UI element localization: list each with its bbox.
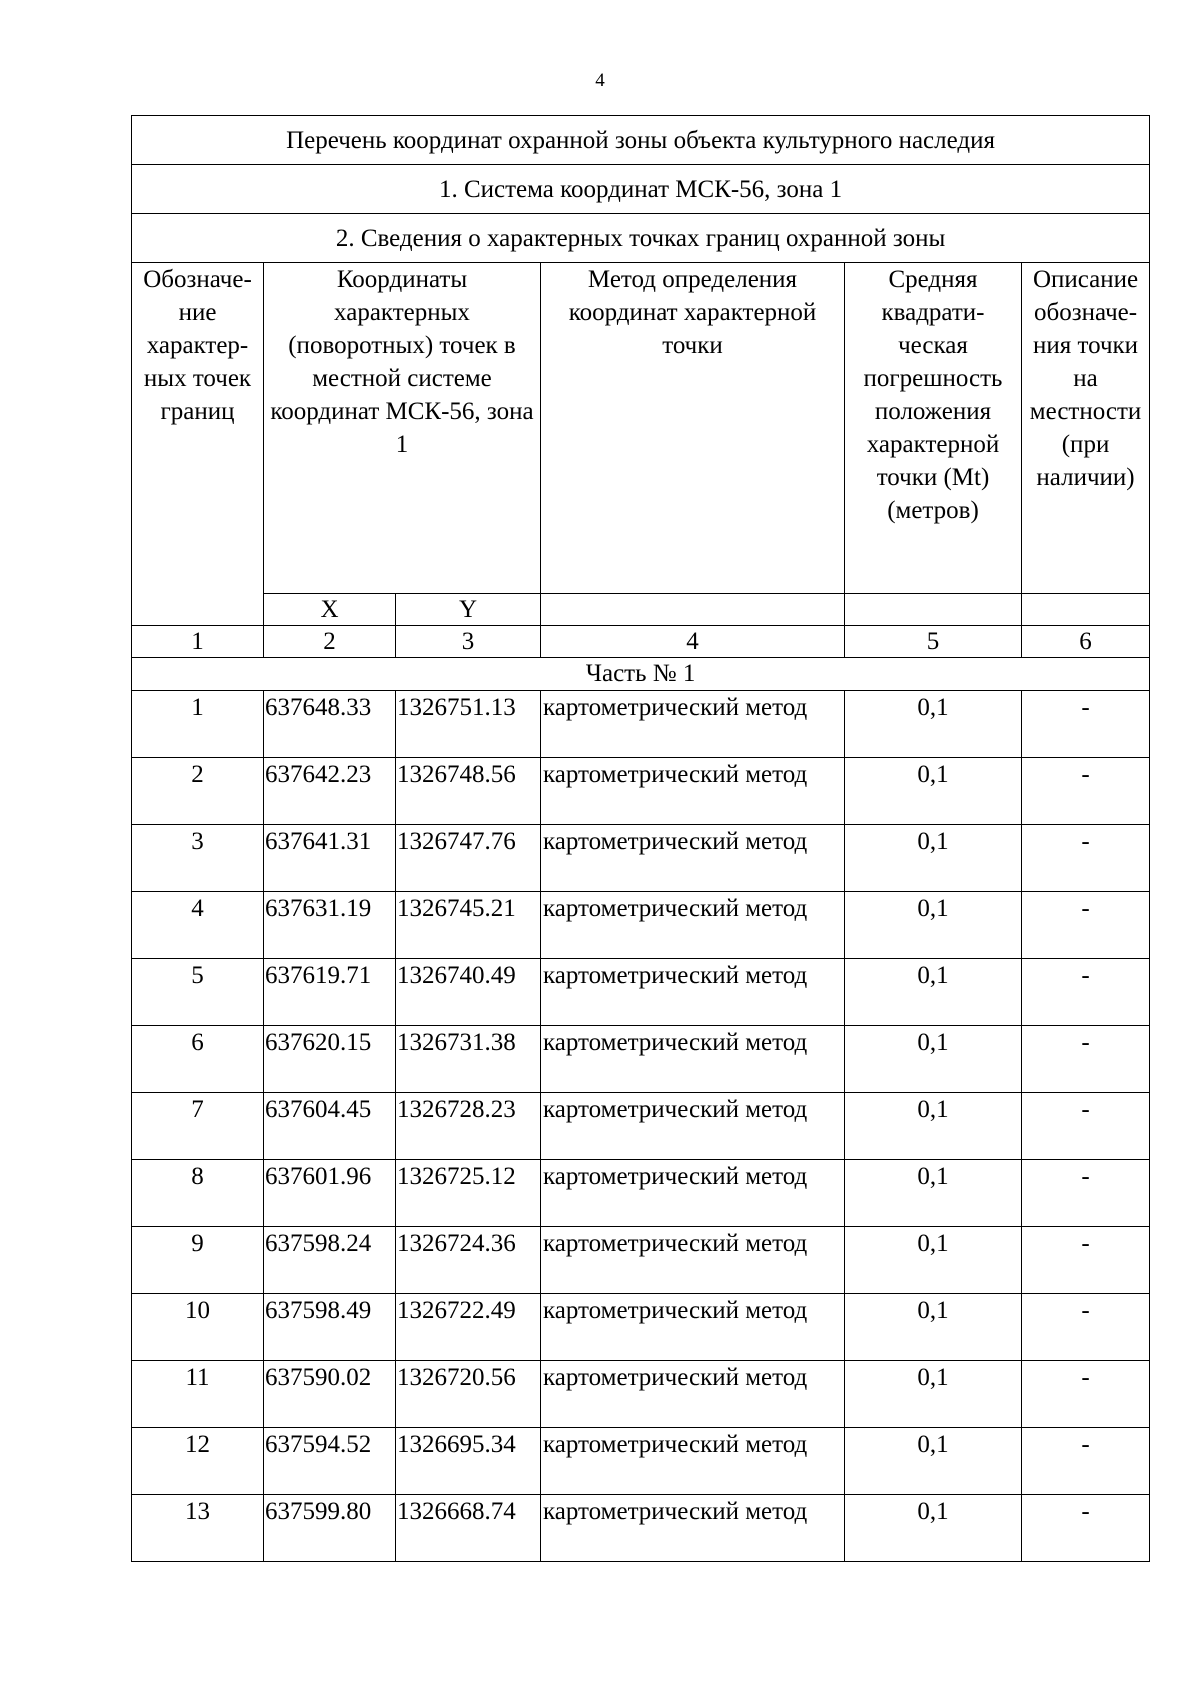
cell-method: картометрический метод: [541, 1227, 845, 1294]
table-row: [132, 1294, 1150, 1361]
cell-coord-x: 637604.45: [264, 1093, 396, 1160]
cell-error-value: 0,1: [845, 1361, 1022, 1428]
cell-error-value: 0,1: [845, 892, 1022, 959]
cell-point-number: 9: [132, 1227, 264, 1294]
header-coordinates: Координаты характерных (поворотных) точек в местной системе координат МСК-56, зона 1: [264, 263, 541, 594]
cell-error-value: 0,1: [845, 1294, 1022, 1361]
cell-coord-x: 637642.23: [264, 758, 396, 825]
cell-error-value: 0,1: [845, 825, 1022, 892]
cell-description: -: [1022, 1294, 1150, 1361]
cell-coord-x: 637590.02: [264, 1361, 396, 1428]
cell-method: картометрический метод: [541, 1495, 845, 1562]
cell-error-value: 0,1: [845, 959, 1022, 1026]
cell-coord-x: 637641.31: [264, 825, 396, 892]
coordinate-system: 1. Система координат МСК-56, зона 1: [132, 165, 1150, 214]
cell-coord-y: 1326722.49: [396, 1294, 541, 1361]
cell-point-number: 12: [132, 1428, 264, 1495]
cell-coord-y: 1326695.34: [396, 1428, 541, 1495]
table-row: [132, 758, 1150, 825]
cell-error-value: 0,1: [845, 1093, 1022, 1160]
table-row: [132, 825, 1150, 892]
header-designation: Обозначе-ние характер-ных точек границ: [132, 263, 264, 626]
cell-coord-y: 1326751.13: [396, 691, 541, 758]
cell-coord-x: 637598.24: [264, 1227, 396, 1294]
table-row: [132, 1227, 1150, 1294]
table-row: [132, 892, 1150, 959]
cell-point-number: 3: [132, 825, 264, 892]
cell-point-number: 4: [132, 892, 264, 959]
cell-method: картометрический метод: [541, 691, 845, 758]
table-row: [132, 1495, 1150, 1562]
header-error: Средняя квадрати-ческая погрешность положения характерной точки (Mt) (метров): [845, 263, 1022, 594]
cell-error-value: 0,1: [845, 1428, 1022, 1495]
header-x: X: [264, 594, 396, 626]
cell-coord-y: 1326748.56: [396, 758, 541, 825]
cell-coord-x: 637601.96: [264, 1160, 396, 1227]
cell-coord-y: 1326745.21: [396, 892, 541, 959]
cell-error-value: 0,1: [845, 1227, 1022, 1294]
column-number: 6: [1022, 626, 1150, 658]
cell-method: картометрический метод: [541, 1294, 845, 1361]
cell-point-number: 11: [132, 1361, 264, 1428]
table-row: [132, 1093, 1150, 1160]
header-description: Описание обозначе-ния точки на местности (при наличии): [1022, 263, 1150, 594]
cell-error-value: 0,1: [845, 758, 1022, 825]
header-blank: [541, 594, 845, 626]
cell-point-number: 2: [132, 758, 264, 825]
coordinates-table: [131, 115, 1150, 1562]
cell-error-value: 0,1: [845, 691, 1022, 758]
cell-coord-x: 637619.71: [264, 959, 396, 1026]
cell-coord-x: 637594.52: [264, 1428, 396, 1495]
cell-point-number: 10: [132, 1294, 264, 1361]
table-row: [132, 1428, 1150, 1495]
cell-description: -: [1022, 1160, 1150, 1227]
cell-coord-y: 1326747.76: [396, 825, 541, 892]
cell-error-value: 0,1: [845, 1026, 1022, 1093]
cell-point-number: 6: [132, 1026, 264, 1093]
column-number: 5: [845, 626, 1022, 658]
cell-description: -: [1022, 1026, 1150, 1093]
part-label: Часть № 1: [132, 658, 1150, 691]
cell-coord-y: 1326720.56: [396, 1361, 541, 1428]
cell-description: -: [1022, 892, 1150, 959]
cell-description: -: [1022, 1093, 1150, 1160]
cell-description: -: [1022, 1227, 1150, 1294]
cell-method: картометрический метод: [541, 1026, 845, 1093]
cell-point-number: 7: [132, 1093, 264, 1160]
table-row: [132, 691, 1150, 758]
cell-description: -: [1022, 1361, 1150, 1428]
header-blank: [1022, 594, 1150, 626]
table-row: [132, 959, 1150, 1026]
cell-error-value: 0,1: [845, 1495, 1022, 1562]
cell-description: -: [1022, 959, 1150, 1026]
column-number: 4: [541, 626, 845, 658]
cell-method: картометрический метод: [541, 825, 845, 892]
header-method: Метод определения координат характерной точки: [541, 263, 845, 594]
cell-coord-y: 1326731.38: [396, 1026, 541, 1093]
cell-coord-y: 1326725.12: [396, 1160, 541, 1227]
cell-coord-x: 637631.19: [264, 892, 396, 959]
cell-coord-x: 637648.33: [264, 691, 396, 758]
cell-method: картометрический метод: [541, 959, 845, 1026]
cell-description: -: [1022, 691, 1150, 758]
cell-method: картометрический метод: [541, 1160, 845, 1227]
table-row: [132, 1361, 1150, 1428]
header-blank: [845, 594, 1022, 626]
cell-method: картометрический метод: [541, 1093, 845, 1160]
column-number: 1: [132, 626, 264, 658]
cell-coord-x: 637620.15: [264, 1026, 396, 1093]
cell-point-number: 5: [132, 959, 264, 1026]
cell-description: -: [1022, 825, 1150, 892]
cell-description: -: [1022, 758, 1150, 825]
table-row: [132, 1160, 1150, 1227]
cell-coord-y: 1326740.49: [396, 959, 541, 1026]
cell-coord-y: 1326724.36: [396, 1227, 541, 1294]
cell-coord-x: 637598.49: [264, 1294, 396, 1361]
header-y: Y: [396, 594, 541, 626]
cell-coord-x: 637599.80: [264, 1495, 396, 1562]
cell-method: картометрический метод: [541, 758, 845, 825]
page-number: 4: [595, 70, 605, 91]
cell-point-number: 8: [132, 1160, 264, 1227]
cell-description: -: [1022, 1428, 1150, 1495]
cell-coord-y: 1326668.74: [396, 1495, 541, 1562]
cell-point-number: 13: [132, 1495, 264, 1562]
cell-description: -: [1022, 1495, 1150, 1562]
table-row: [132, 1026, 1150, 1093]
table-title: Перечень координат охранной зоны объекта культурного наследия: [132, 116, 1150, 165]
cell-point-number: 1: [132, 691, 264, 758]
cell-coord-y: 1326728.23: [396, 1093, 541, 1160]
cell-error-value: 0,1: [845, 1160, 1022, 1227]
section-title: 2. Сведения о характерных точках границ охранной зоны: [132, 214, 1150, 263]
cell-method: картометрический метод: [541, 892, 845, 959]
column-number: 3: [396, 626, 541, 658]
cell-method: картометрический метод: [541, 1428, 845, 1495]
column-number: 2: [264, 626, 396, 658]
cell-method: картометрический метод: [541, 1361, 845, 1428]
